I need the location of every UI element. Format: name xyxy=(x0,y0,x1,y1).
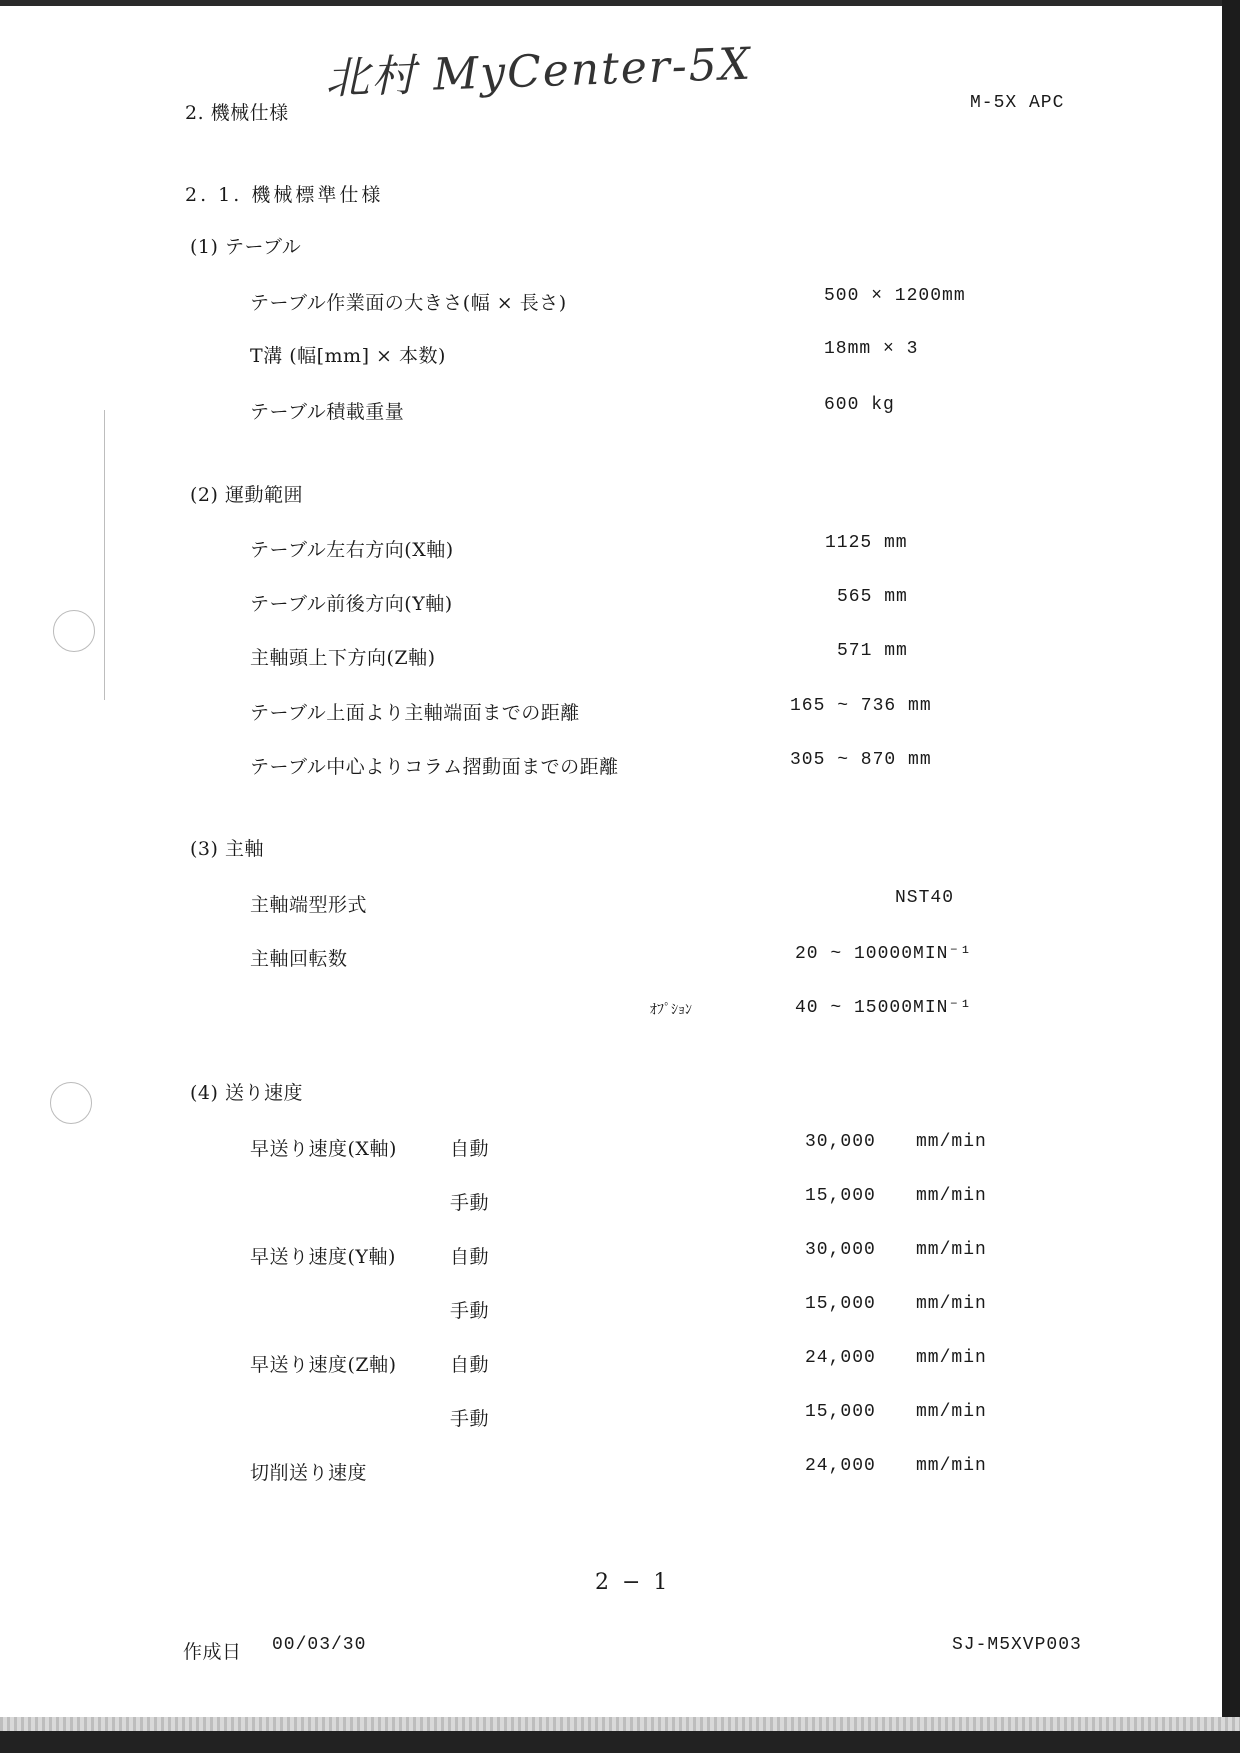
spec-unit: mm/min xyxy=(916,1186,987,1206)
spec-unit: mm/min xyxy=(916,1348,987,1368)
spec-unit: mm/min xyxy=(916,1294,987,1314)
mode-label: 手動 xyxy=(450,1300,490,1322)
option-label: ｵﾌﾟｼｮﾝ xyxy=(650,1002,692,1018)
punch-hole-lower xyxy=(50,1082,92,1124)
spec-label: 主軸回転数 xyxy=(250,948,348,970)
spec-label: 早送り速度(Z軸) xyxy=(250,1354,397,1376)
spec-value: 165 ~ 736 mm xyxy=(790,696,932,716)
spec-label: テーブル前後方向(Y軸) xyxy=(250,593,453,615)
created-label: 作成日 xyxy=(183,1641,242,1663)
created-date: 00/03/30 xyxy=(272,1635,367,1655)
spec-label: 主軸端型形式 xyxy=(250,894,368,916)
scan-bottom-edge xyxy=(0,1731,1240,1753)
spec-label: 早送り速度(X軸) xyxy=(250,1138,397,1160)
mode-label: 手動 xyxy=(450,1192,490,1214)
spec-unit: mm/min xyxy=(916,1402,987,1422)
spec-value: 15,000 xyxy=(805,1294,876,1314)
mode-label: 手動 xyxy=(450,1408,490,1430)
spec-label: テーブル作業面の大きさ(幅 × 長さ) xyxy=(250,292,567,314)
spec-value: 600 kg xyxy=(824,395,895,415)
margin-line xyxy=(104,410,105,700)
scan-top-edge xyxy=(0,0,1240,6)
spec-label: テーブル積載重量 xyxy=(250,401,405,423)
spec-label: テーブル中心よりコラム摺動面までの距離 xyxy=(250,756,619,778)
spec-value: 305 ~ 870 mm xyxy=(790,750,932,770)
subsection-heading: 2. 1. 機械標準仕様 xyxy=(185,184,384,206)
scan-right-edge xyxy=(1222,0,1240,1753)
spec-value: 500 × 1200mm xyxy=(824,286,966,306)
spec-value: 565 mm xyxy=(837,587,908,607)
spec-value: 1125 mm xyxy=(825,533,908,553)
motion-section-title: (2) 運動範囲 xyxy=(190,484,303,506)
table-section-title: (1) テーブル xyxy=(190,236,302,258)
spec-unit: mm/min xyxy=(916,1456,987,1476)
spec-value: 24,000 xyxy=(805,1456,876,1476)
spec-value: 40 ~ 15000MIN⁻¹ xyxy=(795,998,973,1018)
mode-label: 自動 xyxy=(450,1138,490,1160)
spec-unit: mm/min xyxy=(916,1240,987,1260)
spec-value: 30,000 xyxy=(805,1240,876,1260)
spec-label: テーブル左右方向(X軸) xyxy=(250,539,454,561)
page-number: 2 − 1 xyxy=(595,1570,671,1595)
handwritten-note: 北村 MyCenter-5X xyxy=(324,38,753,105)
spec-value: 30,000 xyxy=(805,1132,876,1152)
spec-label: テーブル上面より主軸端面までの距離 xyxy=(250,702,580,724)
mode-label: 自動 xyxy=(450,1354,490,1376)
spindle-section-title: (3) 主軸 xyxy=(190,838,264,860)
spec-label: 切削送り速度 xyxy=(250,1462,368,1484)
feed-section-title: (4) 送り速度 xyxy=(190,1082,303,1104)
mode-label: 自動 xyxy=(450,1246,490,1268)
scan-bottom-strip xyxy=(0,1717,1240,1731)
section-heading: 2. 機械仕様 xyxy=(185,102,289,124)
spec-value: 20 ~ 10000MIN⁻¹ xyxy=(795,944,973,964)
spec-value: 24,000 xyxy=(805,1348,876,1368)
spec-value: NST40 xyxy=(895,888,955,908)
punch-hole-upper xyxy=(53,610,95,652)
spec-value: 18mm × 3 xyxy=(824,339,919,359)
spec-value: 15,000 xyxy=(805,1186,876,1206)
document-id: SJ-M5XVP003 xyxy=(952,1635,1082,1655)
spec-value: 15,000 xyxy=(805,1402,876,1422)
spec-unit: mm/min xyxy=(916,1132,987,1152)
spec-label: T溝 (幅[mm] × 本数) xyxy=(250,345,446,367)
spec-value: 571 mm xyxy=(837,641,908,661)
spec-label: 主軸頭上下方向(Z軸) xyxy=(250,647,436,669)
model-label: M-5X APC xyxy=(970,93,1065,113)
spec-label: 早送り速度(Y軸) xyxy=(250,1246,396,1268)
